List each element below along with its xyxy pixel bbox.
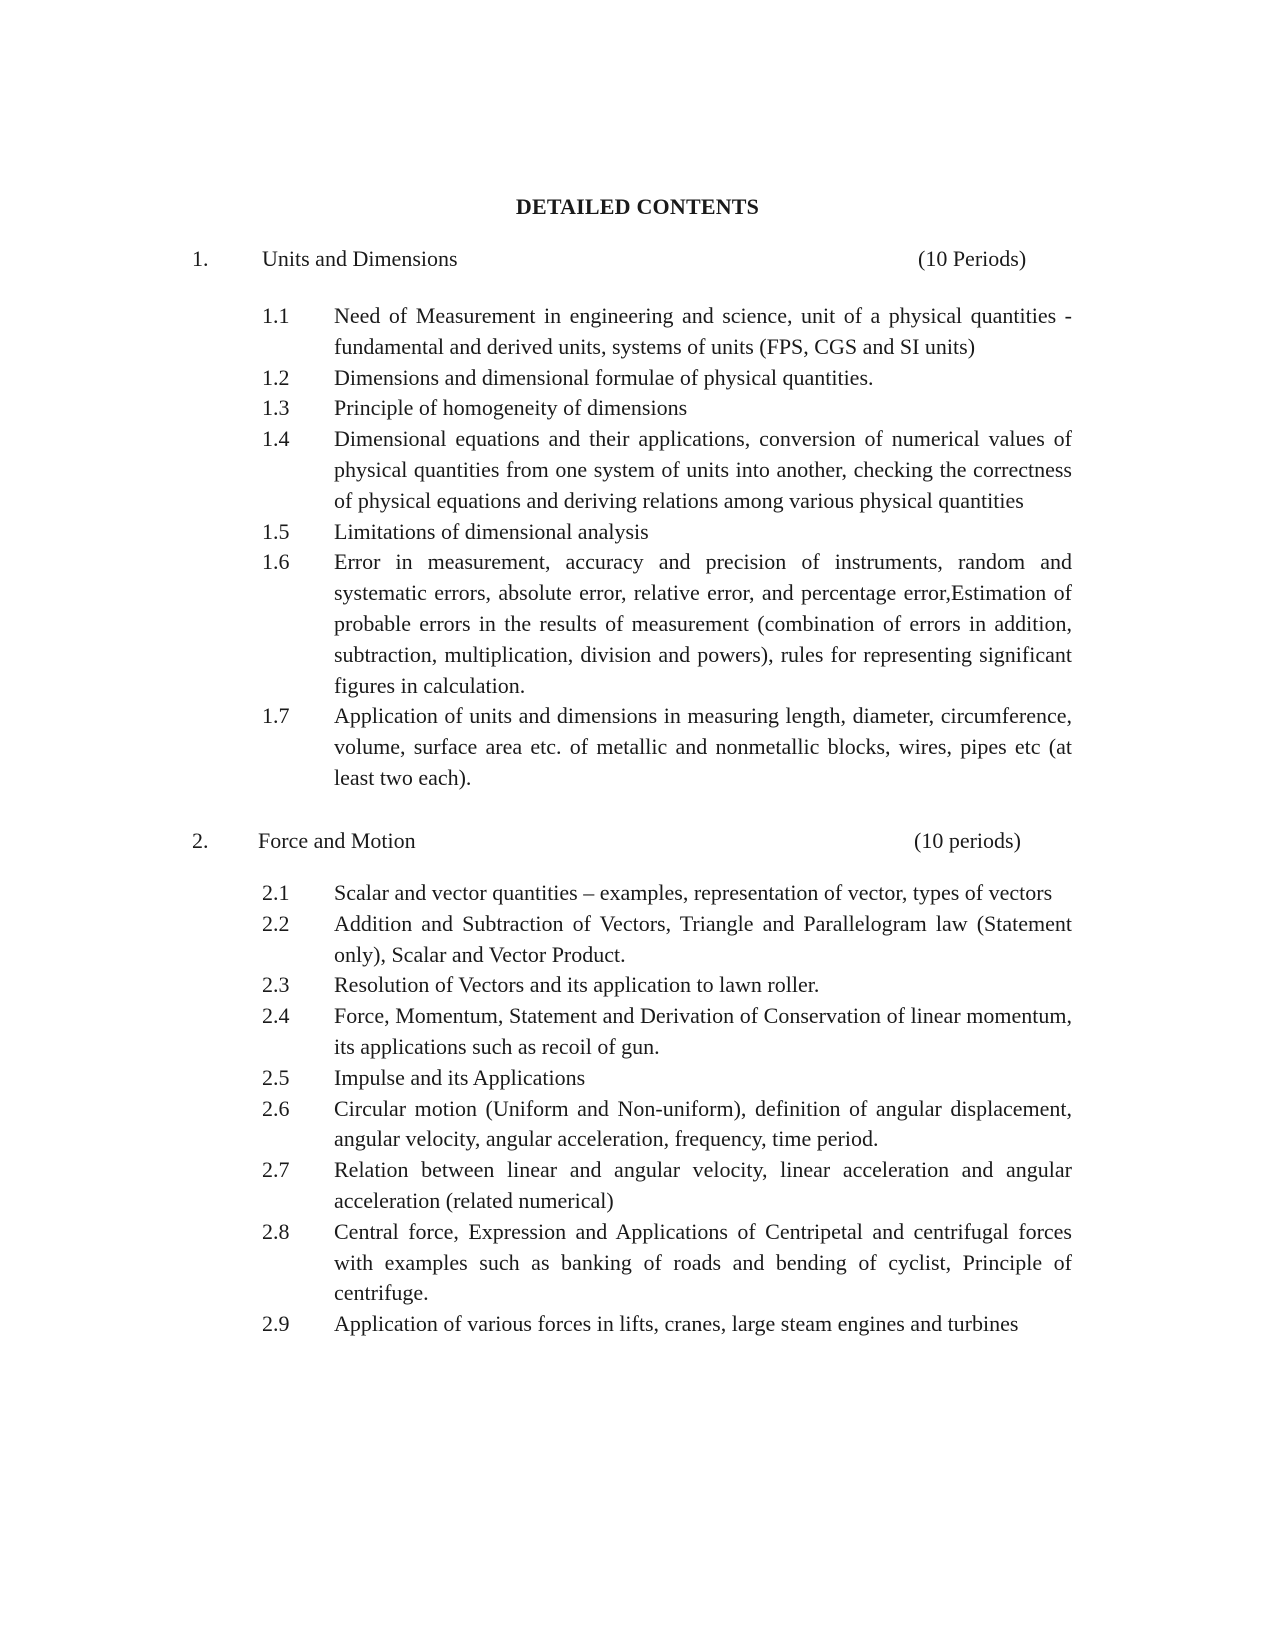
section-number: 2. — [192, 828, 209, 853]
page-title: DETAILED CONTENTS — [515, 194, 760, 219]
item-text: Limitations of dimensional analysis — [334, 518, 649, 544]
section-heading-units-and-dimensions — [192, 244, 1092, 274]
item-number: 1.1 — [262, 303, 290, 328]
item-text: Impulse and its Applications — [334, 1064, 586, 1090]
item-text: Principle of homogeneity of dimensions — [334, 395, 688, 421]
item-number: 2.1 — [262, 880, 290, 905]
list-item — [262, 1217, 1072, 1309]
item-number: 2.3 — [262, 972, 290, 998]
item-text: Resolution of Vectors and its application to lawn roller. — [334, 972, 820, 998]
section-title: Units and Dimensions — [262, 246, 458, 271]
section-periods: (10 periods) — [914, 828, 1021, 853]
list-item — [262, 547, 1072, 701]
item-number: 1.7 — [262, 703, 290, 729]
item-number: 2.9 — [262, 1311, 290, 1337]
item-number: 2.5 — [262, 1064, 290, 1090]
item-text: Relation between linear and angular velocity, linear acceleration and angular acceleration (related numerical) — [334, 1157, 1072, 1213]
item-number: 1.5 — [262, 518, 290, 544]
section-periods: (10 Periods) — [918, 246, 1027, 271]
item-number: 2.6 — [262, 1095, 290, 1121]
item-text: Need of Measurement in engineering and science, unit of a physical quantities - fundamental and derived units, systems of units (FPS, CGS and SI units) — [334, 303, 1072, 359]
item-number: 2.7 — [262, 1157, 290, 1183]
item-number: 1.2 — [262, 364, 290, 390]
item-number: 1.3 — [262, 395, 290, 421]
item-text: Error in measurement, accuracy and precision of instruments, random and systematic errors, absolute error, relative error, and percentage error,Estimation of probable errors in the results of measurement (combination of errors in addition, subtraction, multiplication, division and powers), rules for representing significant figures in calculation. — [334, 549, 1072, 698]
item-text: Dimensions and dimensional formulae of physical quantities. — [334, 364, 874, 390]
item-text: Force, Momentum, Statement and Derivation of Conservation of linear momentum, its applications such as recoil of gun. — [334, 1003, 1072, 1059]
item-number: 1.4 — [262, 426, 290, 452]
list-item — [262, 909, 1072, 971]
section-heading-force-and-motion — [192, 826, 1092, 856]
list-item — [262, 878, 1072, 909]
item-number: 1.6 — [262, 549, 290, 575]
section-title: Force and Motion — [258, 828, 416, 853]
item-text: Addition and Subtraction of Vectors, Triangle and Parallelogram law (Statement only), Scalar and Vector Product. — [334, 910, 1072, 967]
item-text: Circular motion (Uniform and Non-uniform), definition of angular displacement, angular velocity, angular acceleration, frequency, time period. — [334, 1095, 1072, 1152]
list-item — [262, 424, 1072, 516]
list-item — [262, 970, 1072, 1001]
item-text: Application of various forces in lifts, cranes, large steam engines and turbines — [334, 1311, 1019, 1337]
list-item — [262, 393, 1072, 424]
item-number: 2.4 — [262, 1003, 290, 1029]
item-number: 2.8 — [262, 1218, 290, 1244]
list-item — [262, 1063, 1072, 1094]
list-item — [262, 1155, 1072, 1217]
list-item — [262, 363, 1072, 394]
item-text: Scalar and vector quantities – examples, representation of vector, types of vectors — [334, 880, 1053, 905]
item-text: Dimensional equations and their applications, conversion of numerical values of physical quantities from one system of units into another, checking the correctness of physical equations and deriving relations among various physical quantities — [334, 426, 1072, 513]
item-text: Application of units and dimensions in measuring length, diameter, circumference, volume, surface area etc. of metallic and nonmetallic blocks, wires, pipes etc (at least two each). — [334, 703, 1072, 790]
section-items-units-and-dimensions — [262, 301, 1072, 794]
item-number: 2.2 — [262, 910, 290, 936]
section-number: 1. — [192, 246, 209, 271]
list-item — [262, 1309, 1072, 1340]
list-item — [262, 701, 1072, 793]
list-item — [262, 1001, 1072, 1063]
list-item — [262, 301, 1072, 363]
list-item — [262, 1094, 1072, 1156]
item-text: Central force, Expression and Applications of Centripetal and centrifugal forces with examples such as banking of roads and bending of cyclist, Principle of centrifuge. — [334, 1218, 1072, 1306]
section-items-force-and-motion — [262, 878, 1072, 1340]
list-item — [262, 517, 1072, 548]
